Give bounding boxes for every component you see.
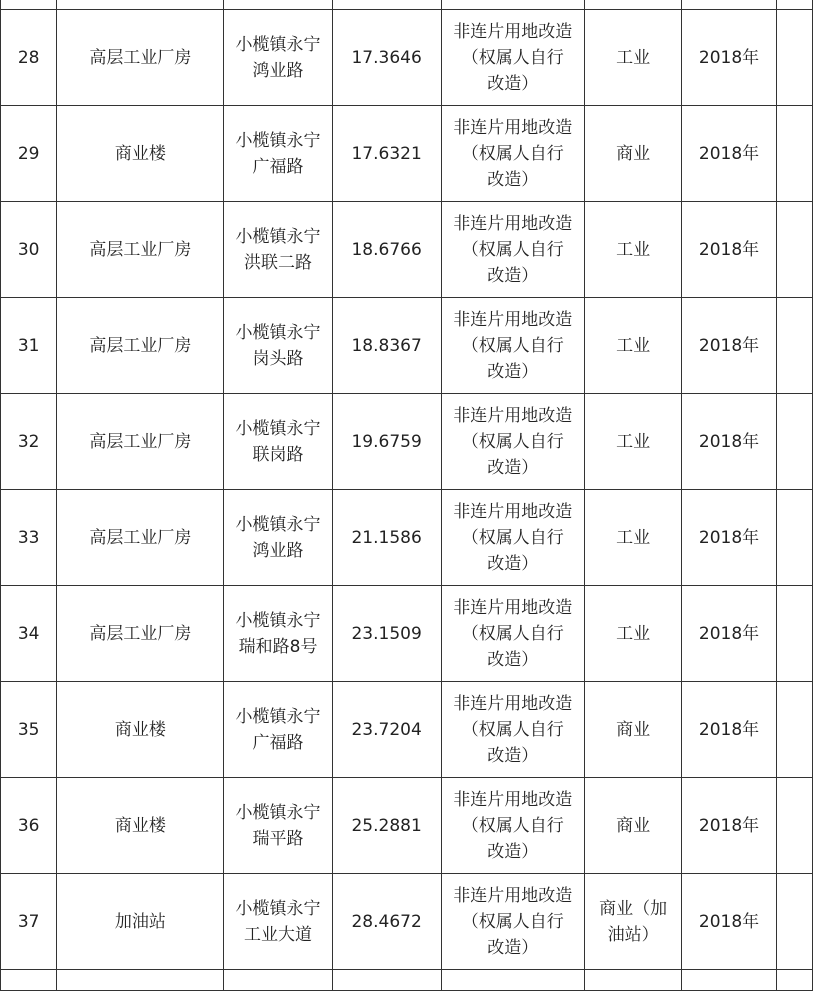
cell-number: 33 [1,490,57,586]
cell-year: 2018年 [682,202,777,298]
cell-area: 18.6766 [332,202,441,298]
cell-location: 小榄镇永宁 工业大道 [224,874,332,970]
cell-empty [441,970,584,991]
cell-project-name: 高层工业厂房 [57,10,224,106]
cell-project-name: 高层工业厂房 [57,298,224,394]
table-row [1,682,813,778]
cell-land-use: 商业（加 油站） [584,874,681,970]
table-row [1,106,813,202]
cell-renovation-type: 非连片用地改造 （权属人自行 改造） [441,298,584,394]
cell-land-use: 工业 [584,586,681,682]
cell-project-name: 高层工业厂房 [57,586,224,682]
cell-project-name: 加油站 [57,874,224,970]
cell-land-use: 商业 [584,778,681,874]
cell-location: 小榄镇永宁 鸿业路 [224,490,332,586]
cell-empty [224,970,332,991]
cell-empty [776,0,812,10]
cell-land-use: 工业 [584,490,681,586]
cell-location: 小榄镇永宁 鸿业路 [224,10,332,106]
cell-empty [332,970,441,991]
cell-renovation-type: 非连片用地改造 （权属人自行 改造） [441,106,584,202]
cell-location: 小榄镇永宁 瑞和路8号 [224,586,332,682]
cell-location: 小榄镇永宁 广福路 [224,106,332,202]
cell-location: 小榄镇永宁 洪联二路 [224,202,332,298]
cell-empty [441,0,584,10]
table-row [1,10,813,106]
cell-number: 37 [1,874,57,970]
cell-year: 2018年 [682,106,777,202]
cell-empty [584,970,681,991]
cell-empty [776,778,812,874]
cell-project-name: 商业楼 [57,778,224,874]
cell-land-use: 工业 [584,10,681,106]
cell-empty [682,970,777,991]
cell-empty [1,0,57,10]
cell-empty [57,0,224,10]
cell-number: 32 [1,394,57,490]
cell-number: 35 [1,682,57,778]
table-row [1,394,813,490]
cell-renovation-type: 非连片用地改造 （权属人自行 改造） [441,778,584,874]
cell-area: 21.1586 [332,490,441,586]
cell-project-name: 高层工业厂房 [57,202,224,298]
cell-empty [776,682,812,778]
cell-renovation-type: 非连片用地改造 （权属人自行 改造） [441,682,584,778]
cell-area: 17.3646 [332,10,441,106]
cell-empty [584,0,681,10]
cell-project-name: 高层工业厂房 [57,490,224,586]
cell-empty [776,586,812,682]
cell-number: 34 [1,586,57,682]
cell-year: 2018年 [682,874,777,970]
cell-land-use: 工业 [584,394,681,490]
cell-year: 2018年 [682,10,777,106]
cell-year: 2018年 [682,394,777,490]
cell-year: 2018年 [682,682,777,778]
table-row [1,778,813,874]
cell-area: 17.6321 [332,106,441,202]
cell-land-use: 工业 [584,202,681,298]
cell-number: 31 [1,298,57,394]
cell-location: 小榄镇永宁 联岗路 [224,394,332,490]
cell-location: 小榄镇永宁 岗头路 [224,298,332,394]
cell-land-use: 工业 [584,298,681,394]
cell-area: 23.1509 [332,586,441,682]
table-row [1,202,813,298]
cell-year: 2018年 [682,586,777,682]
cell-empty [1,970,57,991]
cell-area: 23.7204 [332,682,441,778]
cell-renovation-type: 非连片用地改造 （权属人自行 改造） [441,394,584,490]
cell-number: 29 [1,106,57,202]
cell-empty [776,970,812,991]
cell-land-use: 商业 [584,682,681,778]
cell-year: 2018年 [682,778,777,874]
cell-number: 36 [1,778,57,874]
cell-renovation-type: 非连片用地改造 （权属人自行 改造） [441,10,584,106]
cell-empty [776,874,812,970]
cell-empty [682,0,777,10]
table-row-partial-bottom [1,970,813,991]
cell-location: 小榄镇永宁 广福路 [224,682,332,778]
table-row [1,490,813,586]
cell-year: 2018年 [682,298,777,394]
cell-empty [776,202,812,298]
cell-project-name: 高层工业厂房 [57,394,224,490]
cell-location: 小榄镇永宁 瑞平路 [224,778,332,874]
cell-empty [332,0,441,10]
cell-empty [776,490,812,586]
cell-year: 2018年 [682,490,777,586]
cell-land-use: 商业 [584,106,681,202]
cell-empty [776,394,812,490]
table-row [1,874,813,970]
cell-area: 19.6759 [332,394,441,490]
cell-empty [776,106,812,202]
cell-empty [776,10,812,106]
cell-renovation-type: 非连片用地改造 （权属人自行 改造） [441,586,584,682]
cell-area: 25.2881 [332,778,441,874]
cell-renovation-type: 非连片用地改造 （权属人自行 改造） [441,874,584,970]
cell-area: 18.8367 [332,298,441,394]
cell-renovation-type: 非连片用地改造 （权属人自行 改造） [441,490,584,586]
cell-renovation-type: 非连片用地改造 （权属人自行 改造） [441,202,584,298]
cell-number: 30 [1,202,57,298]
table-row [1,298,813,394]
cell-empty [776,298,812,394]
cell-number: 28 [1,10,57,106]
cell-project-name: 商业楼 [57,682,224,778]
cell-project-name: 商业楼 [57,106,224,202]
cell-empty [224,0,332,10]
table-row [1,586,813,682]
table-row-partial-top [1,0,813,10]
table-body [1,0,813,991]
cell-area: 28.4672 [332,874,441,970]
cell-empty [57,970,224,991]
